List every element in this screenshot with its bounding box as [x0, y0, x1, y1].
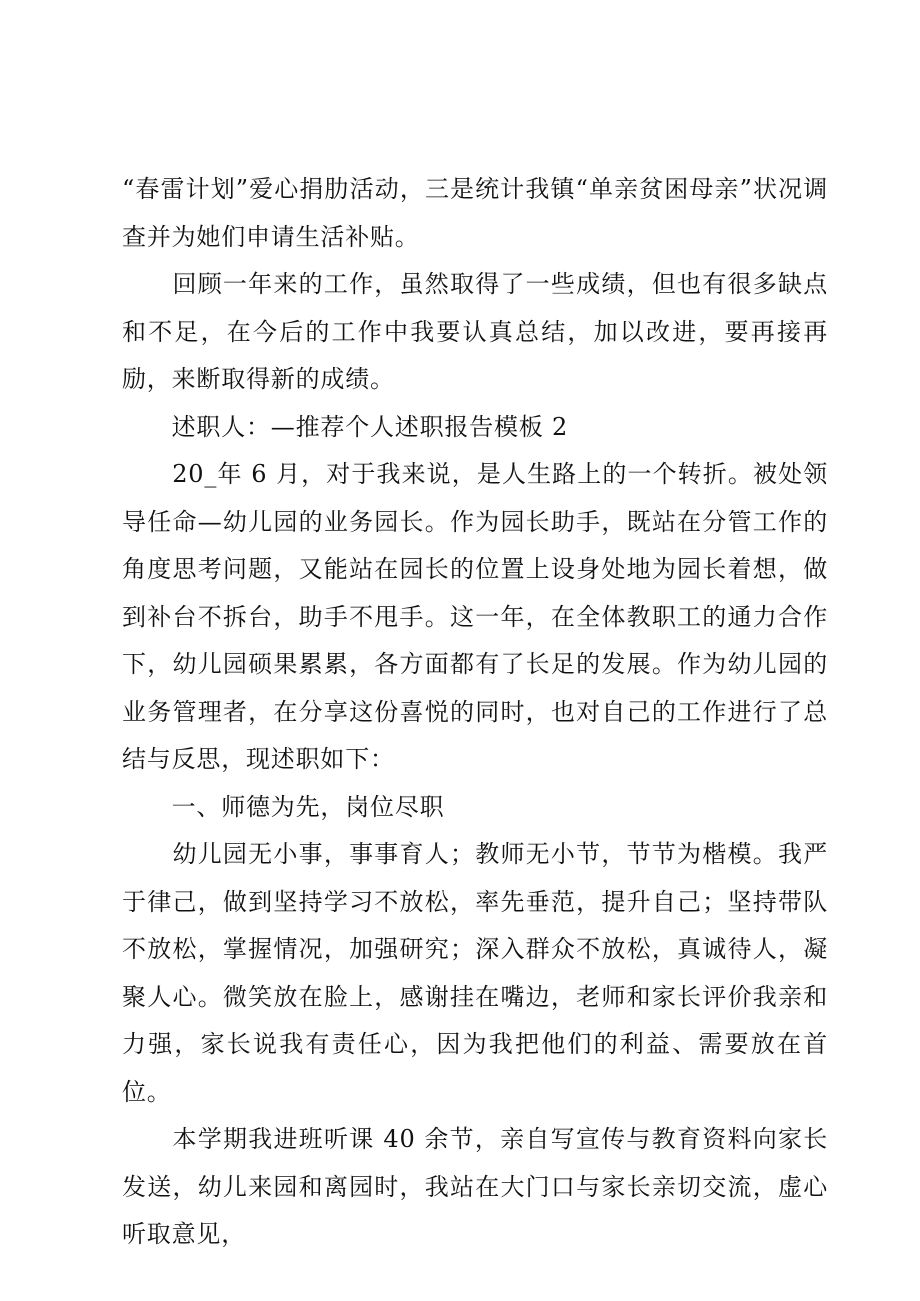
paragraph-5: 幼儿园无小事，事事育人；教师无小节，节节为楷模。我严于律己，做到坚持学习不放松，率先垂范，提升自己；坚持带队不放松，掌握情况，加强研究；深入群众不放松，真诚待人，凝聚人心。微笑放在脸上，感谢挂在嘴边，老师和家长评价我亲和力强，家长说我有责任心，因为我把他们的利益、需要放在首位。: [122, 840, 828, 1106]
paragraph-1: “春雷计划”爱心捐肋活动，三是统计我镇“单亲贫困母亲”状况调查并为她们申请生活补贴。: [122, 175, 828, 251]
paragraph-4: 20_年 6 月，对于我来说，是人生路上的一个转折。被处领导任命—幼儿园的业务园长。作为园长助手，既站在分管工作的角度思考问题，又能站在园长的位置上设身处地为园长着想，做到补台不拆台，助手不甩手。这一年，在全体教职工的通力合作下，幼儿园硕果累累，各方面都有了长足的发展。作为幼儿园的业务管理者，在分享这份喜悦的同时，也对自己的工作进行了总结与反思，现述职如下：: [122, 460, 828, 773]
paragraph-2: 回顾一年来的工作，虽然取得了一些成绩，但也有很多缺点和不足，在今后的工作中我要认真总结，加以改进，要再接再励，来断取得新的成绩。: [122, 270, 828, 393]
section-heading-1: 一、师德为先，岗位尽职: [122, 792, 445, 821]
document-body: [122, 166, 828, 1259]
paragraph-3: 述职人：—推荐个人述职报告模板 2: [122, 412, 569, 441]
paragraph-6: 本学期我进班听课 40 余节，亲自写宣传与教育资料向家长发送，幼儿来园和离园时，我站在大门口与家长亲切交流，虚心听取意见，: [122, 1125, 828, 1248]
